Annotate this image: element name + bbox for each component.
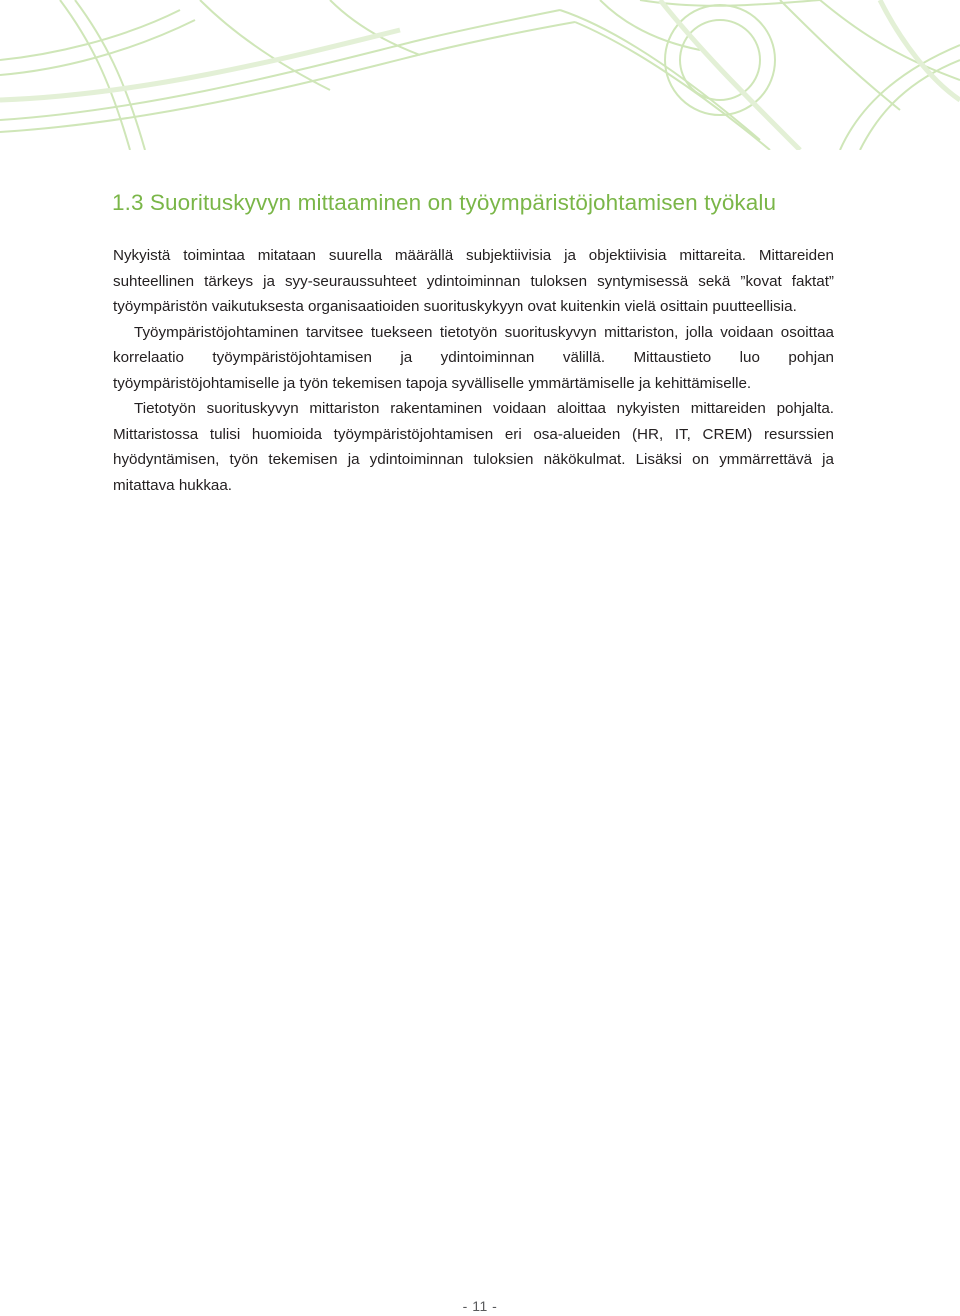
paragraph: Työympäristöjohtaminen tarvitsee tuekseen tietotyön suorituskyvyn mittariston, jolla voidaan osoittaa korrelaatio työympäristöjohtamisen ja ydintoiminnan välillä. Mittaustieto luo pohjan työympäristöjohtamiselle ja työn tekemisen tapoja syvälliselle ymmärtämiselle ja kehittämiselle. (113, 323, 834, 392)
paragraph: Tietotyön suorituskyvyn mittariston rakentaminen voidaan aloittaa nykyisten mittareiden pohjalta. Mittaristossa tulisi huomioida työympäristöjohtamisen eri osa-alueiden (HR, IT, CREM) resurssien hyödyntämisen, työn tekemisen ja ydintoiminnan tuloksien näkökulmat. Lisäksi on ymmärrettävä ja mitattava hukkaa. (113, 400, 834, 494)
page-number: - 11 - (462, 1298, 498, 1314)
paragraph: Nykyistä toimintaa mitataan suurella määrällä subjektiivisia ja objektiivisia mittareita. Mittareiden suhteellinen tärkeys ja syy-seuraussuhteet ydintoiminnan tuloksen syntymisessä sekä ”kovat faktat” työympäristön vaikutuksesta organisaatioiden suorituskykyyn ovat kuitenkin vielä osittain puutteellisia. (113, 247, 834, 315)
header-road-graphic (0, 0, 960, 150)
body-text (113, 243, 834, 498)
section-heading: 1.3 Suorituskyvyn mittaaminen on työympäristöjohtamisen työkalu (112, 190, 777, 215)
